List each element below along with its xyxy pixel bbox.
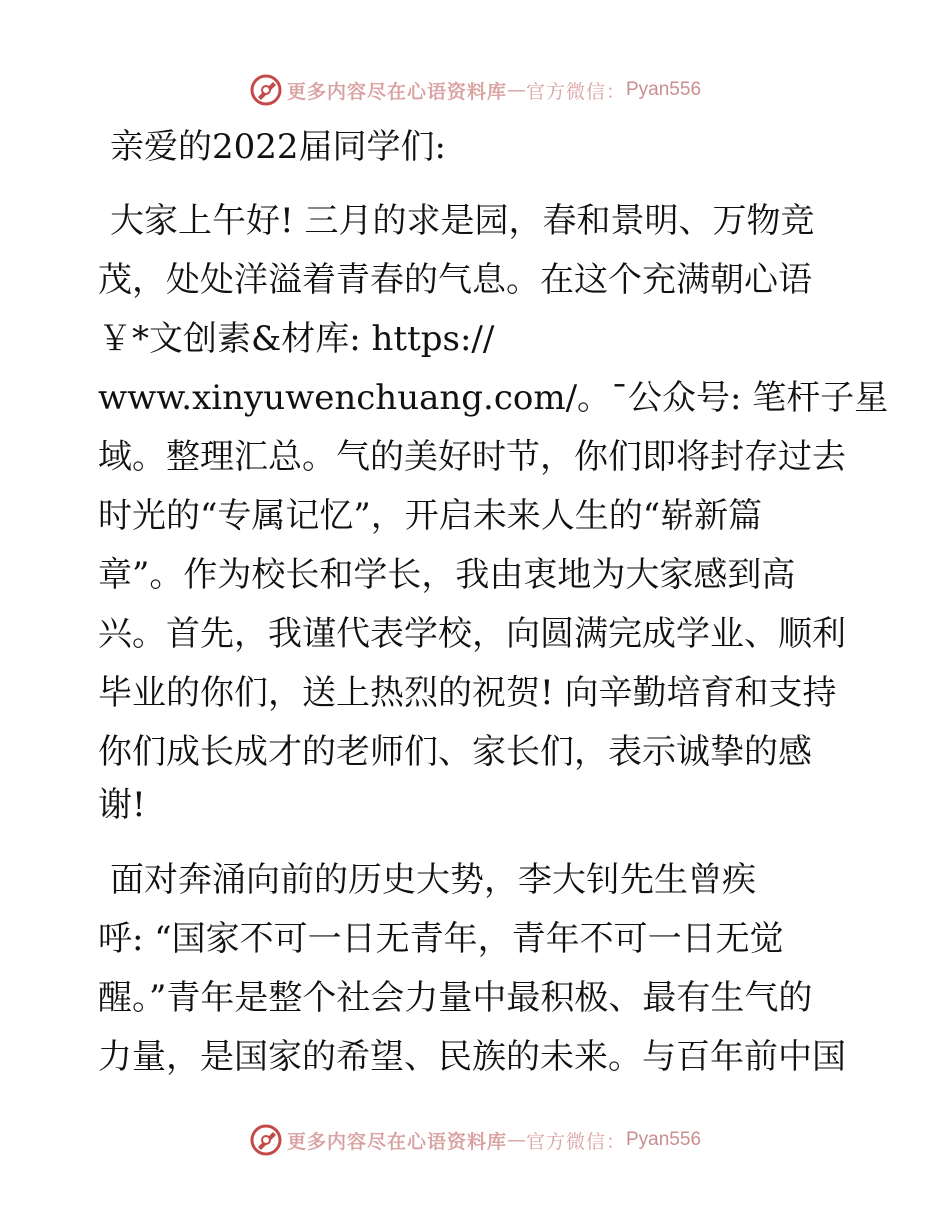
banner-wechat-id: Pyan556: [626, 1129, 702, 1150]
paragraph1-line: 毕业的你们，送上热烈的祝贺! 向辛勤培育和支持: [98, 673, 837, 713]
header-banner: [0, 70, 950, 110]
pen-logo-icon: [249, 1123, 283, 1157]
paragraph1-line: ￥*文创素&材库: https://: [98, 319, 495, 359]
banner-wechat-label: 官方微信：: [525, 80, 626, 103]
banner-wechat-label: 官方微信：: [525, 1130, 626, 1153]
paragraph1-line: 谢!: [98, 785, 146, 825]
paragraph1-line: 茂，处处洋溢着青春的气息。在这个充满朝心语: [98, 260, 812, 300]
paragraph2-line: 面对奔涌向前的历史大势，李大钊先生曾疾: [110, 860, 756, 900]
paragraph2-line: 力量，是国家的希望、民族的未来。与百年前中国: [98, 1037, 846, 1077]
footer-banner: [0, 1120, 950, 1160]
paragraph1-line: 域。整理汇总。气的美好时节，你们即将封存过去: [98, 437, 846, 477]
paragraph1-line: 时光的“专属记忆”，开启未来人生的“崭新篇: [98, 496, 763, 536]
paragraph2-line: 呼: “国家不可一日无青年，青年不可一日无觉: [98, 919, 784, 959]
paragraph1-line: 兴。首先，我谨代表学校，向圆满完成学业、顺利: [98, 614, 846, 654]
pen-logo-icon: [249, 73, 283, 107]
salutation: 亲爱的2022届同学们:: [110, 127, 446, 167]
paragraph1-line: 章”。作为校长和学长，我由衷地为大家感到高: [98, 555, 796, 595]
banner-dash: —: [506, 1129, 526, 1151]
banner-title: 更多内容尽在心语资料库: [286, 1130, 507, 1153]
banner-title: 更多内容尽在心语资料库: [286, 80, 507, 103]
banner-wechat-id: Pyan556: [626, 79, 702, 100]
paragraph1-line: 你们成长成才的老师们、家长们，表示诚挚的感: [98, 732, 812, 772]
paragraph1-line: www.xinyuwenchuang.com/。¯公众号: 笔杆子星: [98, 378, 889, 418]
banner-dash: —: [506, 79, 526, 101]
paragraph2-line: 醒。”青年是整个社会力量中最积极、最有生气的: [98, 978, 813, 1018]
paragraph1-line: 大家上午好! 三月的求是园，春和景明、万物竞: [110, 201, 815, 241]
